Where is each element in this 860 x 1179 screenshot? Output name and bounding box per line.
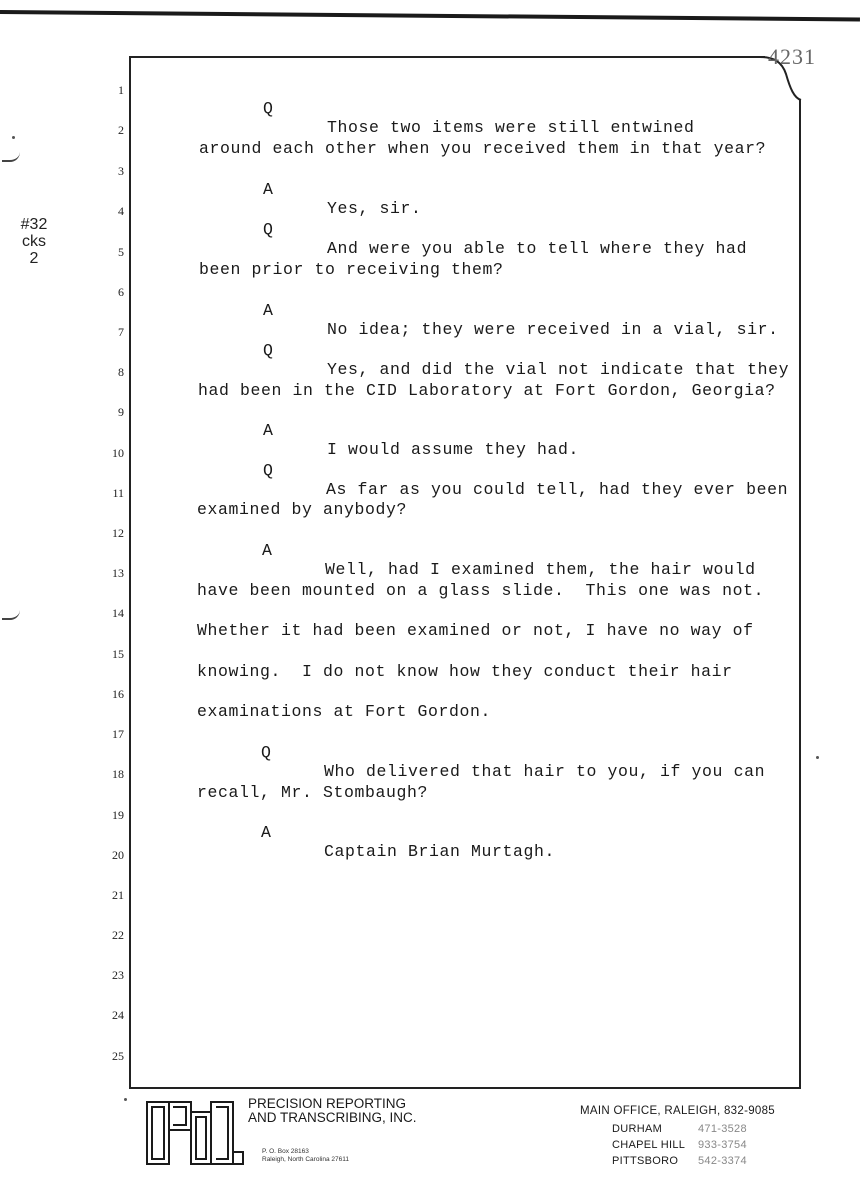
line-number: 22 xyxy=(112,928,124,942)
top-rule xyxy=(0,10,860,22)
office-entry xyxy=(612,1155,747,1167)
speaker-label: A xyxy=(263,301,274,320)
company-name-line: AND TRANSCRIBING, INC. xyxy=(248,1110,417,1125)
office-entry xyxy=(612,1123,747,1135)
line-number: 17 xyxy=(112,727,124,741)
speaker-label: A xyxy=(261,823,272,842)
line-number: 19 xyxy=(112,808,124,822)
office-phone: 471-3528 xyxy=(698,1123,747,1135)
city-line: Raleigh, North Carolina 27611 xyxy=(262,1156,349,1163)
line-number: 21 xyxy=(112,888,124,902)
line-text: Yes, sir. xyxy=(327,199,422,218)
line-number: 10 xyxy=(112,446,124,460)
line-number: 13 xyxy=(112,566,124,580)
line-text: I would assume they had. xyxy=(327,440,580,459)
page-frame-top xyxy=(129,56,765,58)
line-number: 25 xyxy=(112,1049,124,1063)
line-number: 3 xyxy=(118,164,124,178)
line-text: examined by anybody? xyxy=(197,500,408,519)
speck xyxy=(816,756,819,759)
line-text: No idea; they were received in a vial, sir. xyxy=(327,320,779,339)
speaker-label: Q xyxy=(263,99,274,118)
line-number: 18 xyxy=(112,767,124,781)
page-number: 4231 xyxy=(768,44,816,69)
line-text: Yes, and did the vial not indicate that they xyxy=(327,360,790,379)
line-text: examinations at Fort Gordon. xyxy=(197,702,492,721)
line-text: recall, Mr. Stombaugh? xyxy=(197,783,429,802)
page-frame-right xyxy=(799,100,801,1088)
line-number: 15 xyxy=(112,647,124,661)
line-number: 2 xyxy=(118,123,124,137)
line-number: 8 xyxy=(118,365,124,379)
line-text: around each other when you received them in that year? xyxy=(199,139,767,158)
line-text: have been mounted on a glass slide. This one was not. xyxy=(197,581,765,600)
line-number: 24 xyxy=(112,1008,124,1022)
line-number: 20 xyxy=(112,848,124,862)
line-text: been prior to receiving them? xyxy=(199,260,504,279)
speaker-label: Q xyxy=(261,743,272,762)
line-text: Captain Brian Murtagh. xyxy=(324,842,556,861)
line-number: 5 xyxy=(118,245,124,259)
speaker-label: Q xyxy=(263,341,274,360)
office-name: CHAPEL HILL xyxy=(612,1139,686,1151)
line-number: 14 xyxy=(112,606,124,620)
company-logo xyxy=(145,1098,245,1168)
office-phone: 933-3754 xyxy=(698,1139,747,1151)
speaker-label: A xyxy=(263,421,274,440)
line-text: had been in the CID Laboratory at Fort Gordon, Georgia? xyxy=(198,381,776,400)
office-name: DURHAM xyxy=(612,1123,663,1135)
office-entry xyxy=(612,1139,747,1151)
line-text: Whether it had been examined or not, I have no way of xyxy=(197,621,754,640)
line-number: 4 xyxy=(118,204,124,218)
line-text: Who delivered that hair to you, if you can xyxy=(324,762,766,781)
line-text: And were you able to tell where they had xyxy=(327,239,748,258)
company-name-line: PRECISION REPORTING xyxy=(248,1096,407,1111)
margin-note-line: cks xyxy=(22,233,46,250)
line-text: Those two items were still entwined xyxy=(327,118,695,137)
office-phone: 542-3374 xyxy=(698,1155,747,1167)
speaker-label: A xyxy=(263,180,274,199)
po-box: P. O. Box 28163 xyxy=(262,1148,309,1155)
line-number: 9 xyxy=(118,405,124,419)
speaker-label: Q xyxy=(263,461,274,480)
line-number: 12 xyxy=(112,526,124,540)
line-number: 11 xyxy=(112,486,124,500)
speck xyxy=(124,1098,127,1101)
margin-note-line: 2 xyxy=(29,250,39,267)
line-text: knowing. I do not know how they conduct their hair xyxy=(197,662,733,681)
company-address xyxy=(262,1148,349,1164)
line-number: 23 xyxy=(112,968,124,982)
speaker-label: Q xyxy=(263,220,274,239)
line-number: 1 xyxy=(118,83,124,97)
margin-note-line: #32 xyxy=(20,216,48,233)
line-number: 16 xyxy=(112,687,124,701)
line-text: As far as you could tell, had they ever been xyxy=(326,480,789,499)
line-number: 7 xyxy=(118,325,124,339)
speaker-label: A xyxy=(262,541,273,560)
main-office: MAIN OFFICE, RALEIGH, 832-9085 xyxy=(580,1105,775,1117)
office-name: PITTSBORO xyxy=(612,1155,679,1167)
line-text: Well, had I examined them, the hair would xyxy=(325,560,756,579)
line-number: 6 xyxy=(118,285,124,299)
company-name xyxy=(248,1097,417,1125)
